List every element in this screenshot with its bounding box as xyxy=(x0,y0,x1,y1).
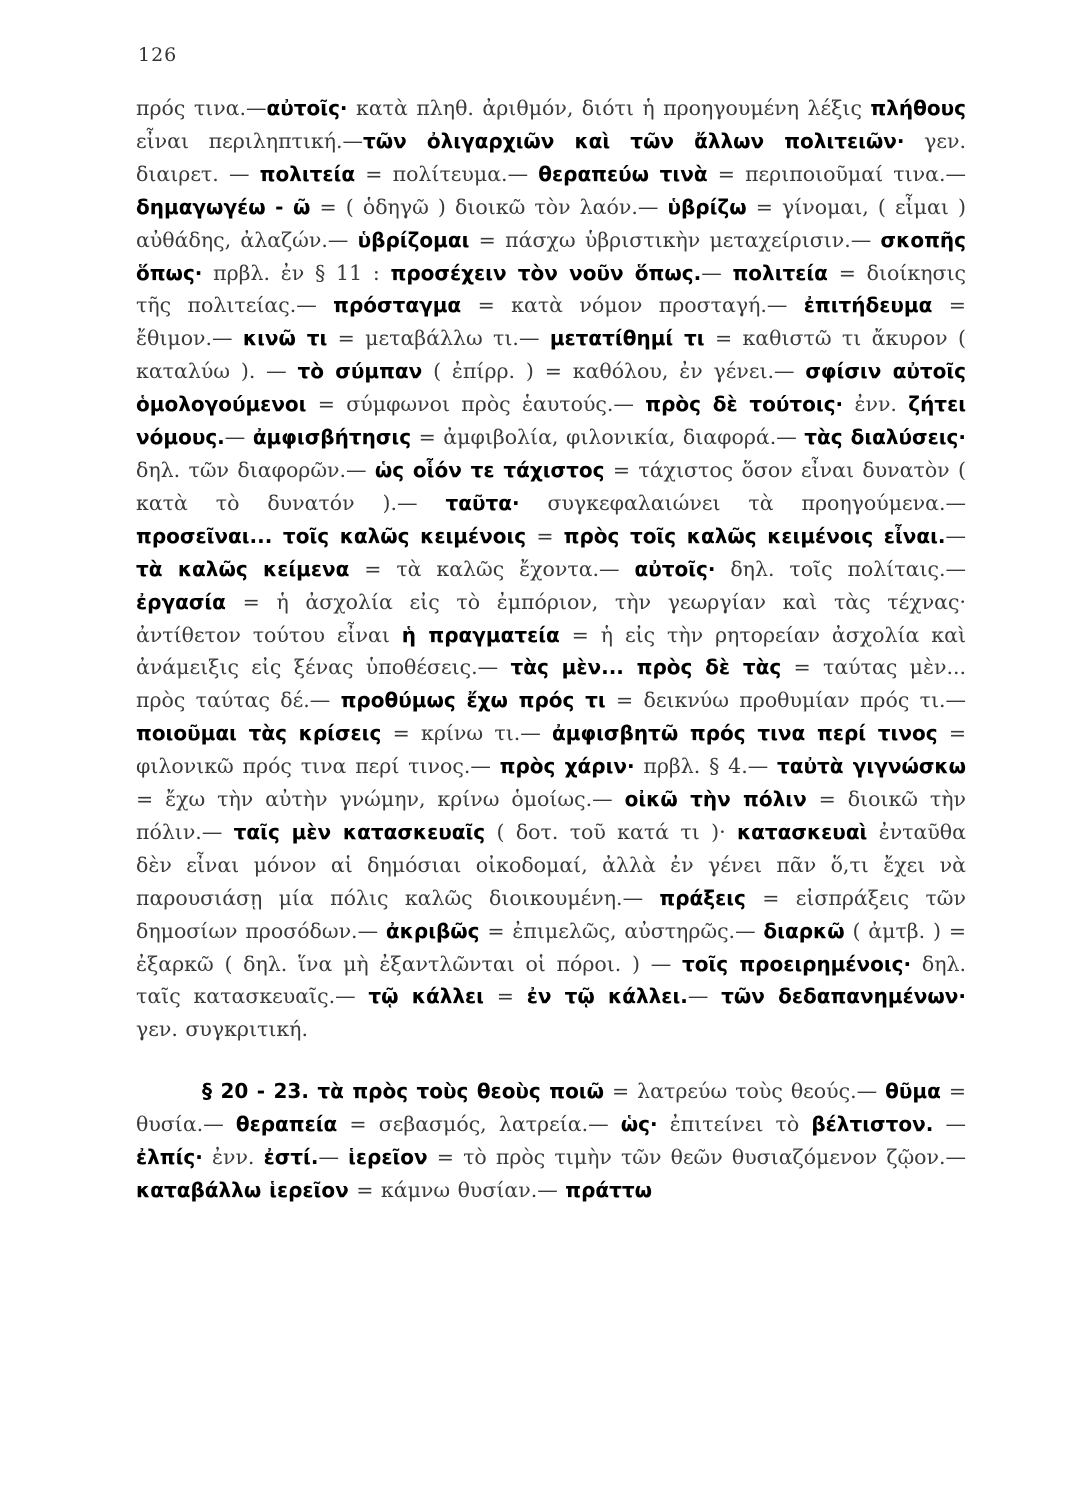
gloss-text: = διοικῶ τὴν πόλιν.— xyxy=(136,787,967,844)
gloss-text: ἐνν. xyxy=(202,1145,264,1170)
lemma-term: προσεῖναι... τοῖς καλῶς κειμένοις xyxy=(136,523,527,548)
gloss-text: πρβλ. ἐν § 11 : xyxy=(202,260,391,285)
gloss-text: ( δοτ. τοῦ κατά τι )· xyxy=(485,819,737,844)
lemma-term: πρὸς χάριν· xyxy=(499,754,635,779)
lemma-term: ζήτει νόμους. xyxy=(136,392,966,450)
gloss-text: συγκεφαλαιώνει τὰ προηγούμενα.— xyxy=(519,490,966,515)
lemma-term: ἐν τῷ κάλλει. xyxy=(526,984,688,1009)
gloss-text: = θυσία.— xyxy=(136,1079,966,1137)
lemma-term: τὰς μὲν... πρὸς δὲ τὰς xyxy=(510,655,782,680)
gloss-text: = πολίτευμα.— xyxy=(355,161,539,186)
gloss-text: = xyxy=(526,523,564,548)
lemma-term: κινῶ τι xyxy=(242,326,328,351)
lemma-term: ἐλπίς· xyxy=(136,1145,203,1170)
lemma-term: πλήθους xyxy=(870,96,966,120)
lemma-term: ταὐτὰ γιγνώσκω xyxy=(777,754,966,779)
lemma-term: τὰ καλῶς κείμενα xyxy=(136,556,350,581)
lemma-term: ὡς οἷόν τε τάχιστος xyxy=(374,457,605,482)
lemma-term: θεραπεία xyxy=(235,1112,338,1137)
gloss-text: = καθιστῶ τι ἄκυρον ( καταλύω ). — xyxy=(136,326,966,384)
gloss-text: = περιποιοῦμαί τινα.— xyxy=(707,161,966,186)
lemma-term: πολιτεία xyxy=(732,260,828,285)
lemma-term: ὡς· xyxy=(620,1112,658,1137)
lemma-term: αὐτοῖς· xyxy=(266,96,348,120)
gloss-text: — xyxy=(945,523,966,548)
lemma-term: αὐτοῖς· xyxy=(634,556,716,581)
gloss-text: = τὰ καλῶς ἔχοντα.— xyxy=(349,556,635,581)
page-number: 126 xyxy=(138,44,178,66)
gloss-text: = ἡ εἰς τὴν ρητορείαν ἀσχολία καὶ ἀνάμειξις εἰς ξένας ὑποθέσεις.— xyxy=(136,622,966,680)
gloss-text: = εἰσπράξεις τῶν δημοσίων προσόδων.— xyxy=(136,885,966,943)
gloss-text: = xyxy=(483,984,527,1009)
gloss-text: ( ἐπίρρ. ) = καθόλου, ἐν γένει.— xyxy=(422,359,806,384)
lemma-term: οἰκῶ τὴν πόλιν xyxy=(624,787,807,812)
paragraph xyxy=(136,92,966,1046)
lemma-term: θεραπεύω τινὰ xyxy=(538,161,708,186)
gloss-text: = ἀμφιβολία, φιλονικία, διαφορά.— xyxy=(411,425,805,450)
gloss-text: = ( ὁδηγῶ ) διοικῶ τὸν λαόν.— xyxy=(310,194,668,219)
gloss-text: = φιλονικῶ πρός τινα περί τινος.— xyxy=(136,721,966,779)
lemma-term: τοῖς προειρημένοις· xyxy=(682,951,912,976)
lemma-term: ἡ πραγματεία xyxy=(401,622,560,647)
lemma-term: ὑβρίζω xyxy=(667,194,747,219)
lemma-term: κατασκευαὶ xyxy=(736,819,868,844)
lemma-term: ταῦτα· xyxy=(445,490,520,515)
lemma-term: θῦμα xyxy=(885,1079,941,1104)
gloss-text: = ἔθιμον.— xyxy=(136,293,966,351)
lemma-term: βέλτιστον. xyxy=(811,1112,934,1137)
lemma-term: τῶν ὀλιγαρχιῶν καὶ τῶν ἄλλων πολιτειῶν· xyxy=(363,128,905,153)
lemma-term: πράττω xyxy=(565,1178,653,1202)
gloss-text: δηλ. τῶν διαφορῶν.— xyxy=(136,457,375,482)
lemma-term: § 20 - 23. τὰ πρὸς τοὺς θεοὺς ποιῶ xyxy=(202,1079,604,1104)
gloss-text: = ταύτας μὲν... πρὸς ταύτας δέ.— xyxy=(136,655,966,713)
lemma-term: πρὸς δὲ τούτοις· xyxy=(645,392,844,417)
lemma-term: ἀμφισβήτησις xyxy=(252,425,412,450)
gloss-text: ἐπιτείνει τὸ xyxy=(657,1112,812,1137)
gloss-text: κατὰ πληθ. ἀριθμόν, διότι ἡ προηγουμένη λέξις xyxy=(347,96,871,120)
lemma-term: ἐστί. xyxy=(263,1145,319,1170)
gloss-text: = ἔχω τὴν αὐτὴν γνώμην, κρίνω ὁμοίως.— xyxy=(136,787,625,812)
lemma-term: ὑβρίζομαι xyxy=(357,227,470,252)
gloss-text: εἶναι περιληπτική.— xyxy=(136,128,364,153)
gloss-text: = σύμφωνοι πρὸς ἑαυτούς.— xyxy=(306,392,646,417)
gloss-text: = γίνομαι, ( εἶμαι ) αὐθάδης, ἀλαζών.— xyxy=(136,194,966,252)
gloss-text: — xyxy=(933,1112,966,1137)
lemma-term: πρὸς τοῖς καλῶς κειμένοις εἶναι. xyxy=(563,523,946,548)
lemma-term: προθύμως ἔχω πρός τι xyxy=(340,688,606,713)
lemma-term: τὰς διαλύσεις· xyxy=(804,425,966,450)
gloss-text: — xyxy=(318,1145,349,1170)
lemma-term: ταῖς μὲν κατασκευαῖς xyxy=(233,819,486,844)
gloss-text: = λατρεύω τοὺς θεούς.— xyxy=(603,1079,886,1104)
lemma-term: τὸ σύμπαν xyxy=(297,359,423,384)
lemma-term: δημαγωγέω - ῶ xyxy=(136,194,311,219)
gloss-text: ( ἀμτβ. ) = ἐξαρκῶ ( δηλ. ἵνα μὴ ἐξαντλῶνται οἱ πόροι. ) — xyxy=(136,918,966,976)
gloss-text: δηλ. ταῖς κατασκευαῖς.— xyxy=(136,951,966,1009)
gloss-text: = κατὰ νόμον προσταγή.— xyxy=(461,293,804,318)
gloss-text: ἐνν. xyxy=(843,392,909,417)
gloss-text: γεν. διαιρετ. — xyxy=(136,128,966,186)
gloss-text: = μεταβάλλω τι.— xyxy=(327,326,550,351)
lemma-term: διαρκῶ xyxy=(763,918,845,943)
lemma-term: τῶν δεδαπανημένων· xyxy=(721,984,966,1009)
lemma-term: πράξεις xyxy=(659,885,746,910)
gloss-text: πρβλ. § 4.— xyxy=(634,754,778,779)
lemma-term: ἀκριβῶς xyxy=(385,918,480,943)
gloss-text: = ἐπιμελῶς, αὐστηρῶς.— xyxy=(479,918,764,943)
gloss-text: — xyxy=(687,984,722,1009)
gloss-text: ἐνταῦθα δὲν εἶναι μόνον αἱ δημόσιαι οἰκοδομαί, ἀλλὰ ἐν γένει πᾶν ὅ,τι ἔχει νὰ παρουσιάσῃ μία πόλις καλῶς διοικουμένη.— xyxy=(136,819,966,910)
lemma-term: ἐπιτήδευμα xyxy=(803,293,933,318)
gloss-text: — xyxy=(224,425,253,450)
lemma-term: σφίσιν αὐτοῖς ὁμολογούμενοι xyxy=(136,359,967,417)
gloss-text: δηλ. τοῖς πολίταις.— xyxy=(715,556,967,581)
gloss-text: = σεβασμός, λατρεία.— xyxy=(337,1112,621,1137)
lemma-term: πρόσταγμα xyxy=(333,293,462,318)
gloss-text: = δεικνύω προθυμίαν πρός τι.— xyxy=(605,688,967,713)
gloss-text: — xyxy=(701,260,733,285)
lemma-term: πολιτεία xyxy=(259,161,356,186)
lemma-term: μετατίθημί τι xyxy=(549,326,705,351)
lemma-term: ποιοῦμαι τὰς κρίσεις xyxy=(136,721,382,746)
gloss-text: = πάσχω ὑβριστικὴν μεταχείρισιν.— xyxy=(469,227,881,252)
lemma-term: ἱερεῖον xyxy=(348,1145,428,1170)
gloss-text: = κρίνω τι.— xyxy=(381,721,553,746)
lemma-term: ἀμφισβητῶ πρός τινα περί τινος xyxy=(552,721,938,746)
paragraph xyxy=(136,1075,966,1207)
gloss-text: γεν. συγκριτική. xyxy=(136,1017,308,1042)
gloss-text: πρός τινα.— xyxy=(136,96,267,120)
lemma-term: καταβάλλω ἱερεῖον xyxy=(136,1178,349,1202)
gloss-text: = τάχιστος ὅσον εἶναι δυνατὸν ( κατὰ τὸ δυνατόν ).— xyxy=(136,457,966,515)
lemma-term: τῷ κάλλει xyxy=(368,984,484,1009)
lemma-term: σκοπῆς ὅπως· xyxy=(136,227,966,285)
gloss-text: = διοίκησις τῆς πολιτείας.— xyxy=(136,260,966,318)
lemma-term: ἐργασία xyxy=(136,589,226,614)
gloss-text: = τὸ πρὸς τιμὴν τῶν θεῶν θυσιαζόμενον ζῷον.— xyxy=(427,1145,966,1170)
gloss-text: = κάμνω θυσίαν.— xyxy=(348,1178,566,1202)
gloss-text: = ἡ ἀσχολία εἰς τὸ ἐμπόριον, τὴν γεωργίαν καὶ τὰς τέχνας· ἀντίθετον τούτου εἶναι xyxy=(136,589,966,647)
commentary-text xyxy=(136,92,966,1207)
lemma-term: προσέχειν τὸν νοῦν ὅπως. xyxy=(390,260,702,285)
